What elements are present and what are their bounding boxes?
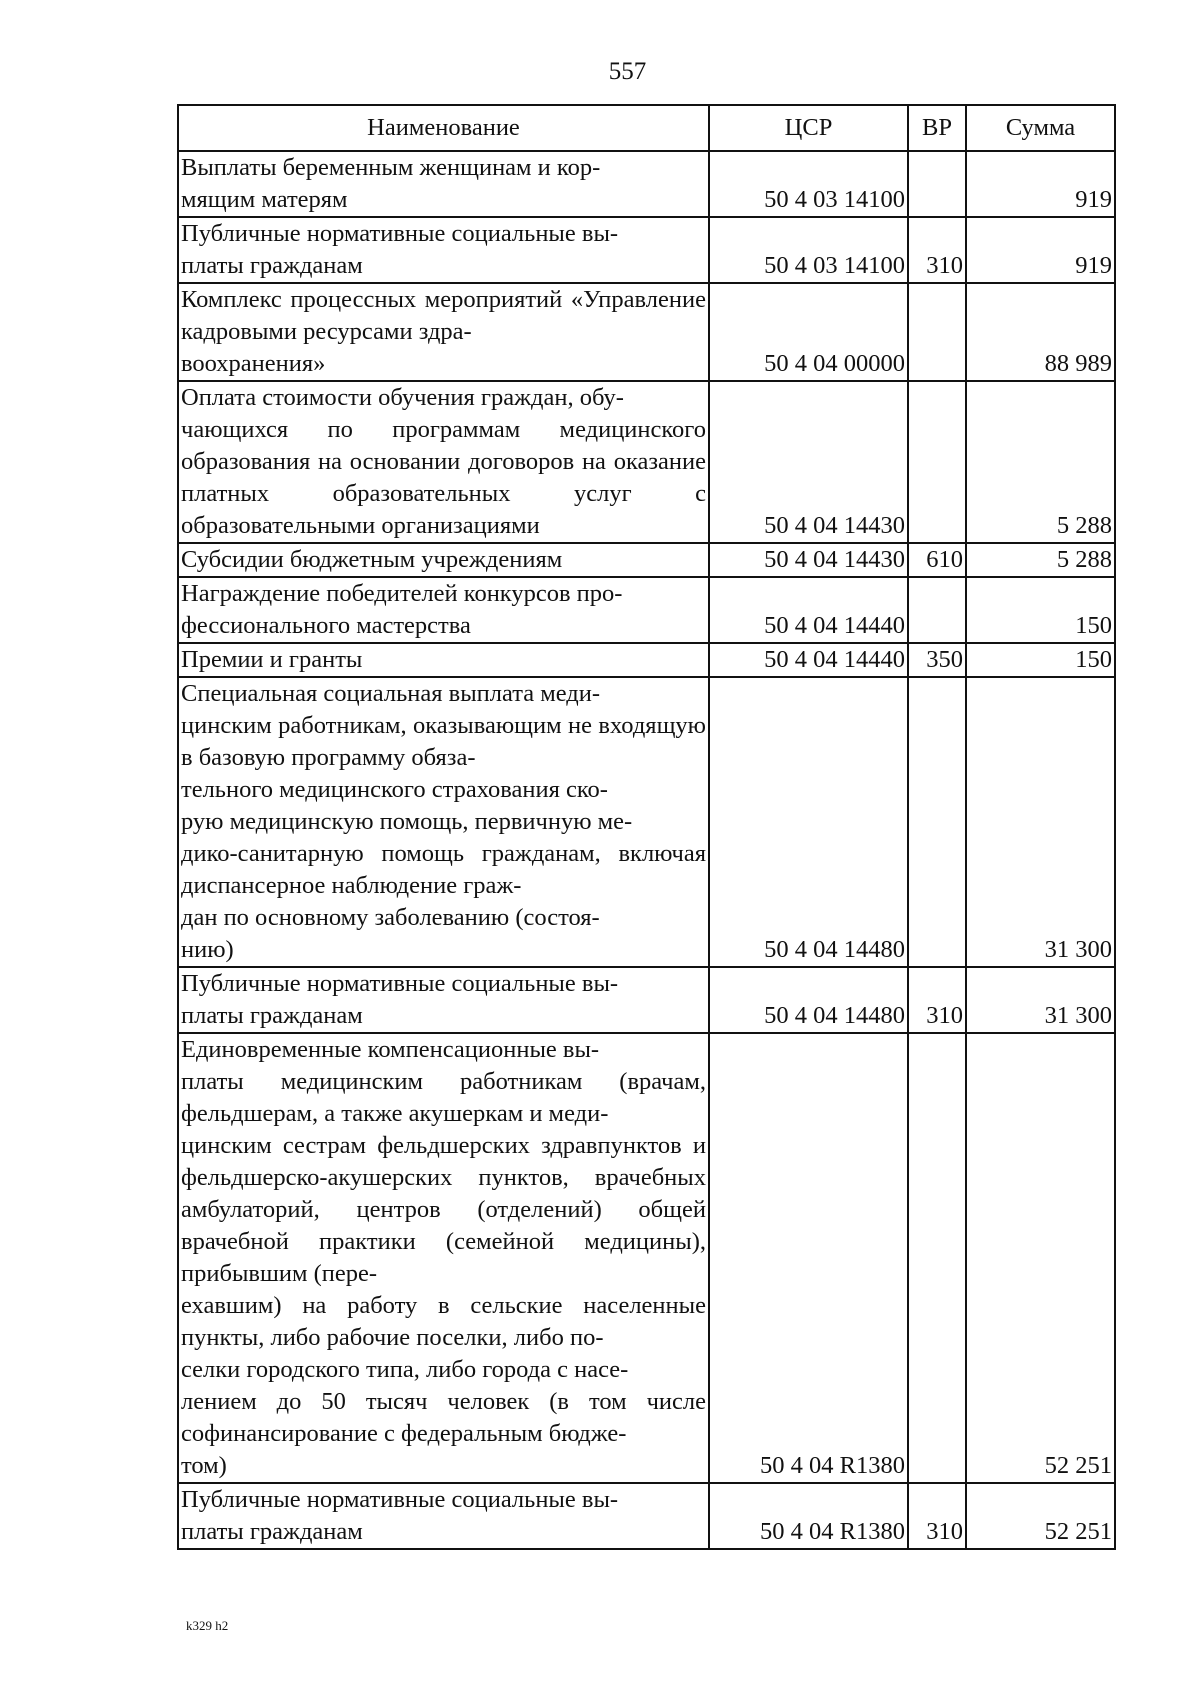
- row-name-cell: Публичные нормативные социальные вы- платы гражданам: [178, 217, 709, 283]
- row-name-cell: Субсидии бюджетным учреждениям: [178, 543, 709, 577]
- row-name-cell: Специальная социальная выплата меди- цинским работникам, оказывающим не входящую в базовую программу обяза- тельного медицинского страхования ско- рую медицинскую помощь, первичную ме- дико-санитарную помощь гражданам, включая диспансерное наблюдение граж- дан по основному заболеванию (состоя- нию): [178, 677, 709, 967]
- row-code-cell: 50 4 03 14100: [709, 151, 908, 217]
- table-row: [178, 677, 1115, 967]
- row-vr-cell: [908, 283, 966, 381]
- row-code-cell: 50 4 04 14430: [709, 381, 908, 543]
- row-name-cell: Оплата стоимости обучения граждан, обу- чающихся по программам медицинского образования на основании договоров на оказание платных образовательных услуг с образовательными организациями: [178, 381, 709, 543]
- row-name-cell: Выплаты беременным женщинам и кор- мящим матерям: [178, 151, 709, 217]
- row-vr-cell: 310: [908, 967, 966, 1033]
- row-name-cell: Публичные нормативные социальные вы- платы гражданам: [178, 967, 709, 1033]
- table-header-row: [178, 105, 1115, 151]
- table-row: [178, 381, 1115, 543]
- table-row: [178, 543, 1115, 577]
- row-vr-cell: [908, 151, 966, 217]
- row-code-cell: 50 4 03 14100: [709, 217, 908, 283]
- row-code-cell: 50 4 04 R1380: [709, 1483, 908, 1549]
- row-sum-cell: 919: [966, 217, 1115, 283]
- header-vr: ВР: [908, 105, 966, 151]
- table-row: [178, 151, 1115, 217]
- row-code-cell: 50 4 04 14440: [709, 577, 908, 643]
- row-sum-cell: 919: [966, 151, 1115, 217]
- header-sum: Сумма: [966, 105, 1115, 151]
- row-sum-cell: 52 251: [966, 1033, 1115, 1483]
- footer-code: k329 h2: [186, 1618, 229, 1633]
- row-sum-cell: 31 300: [966, 967, 1115, 1033]
- row-sum-cell: 31 300: [966, 677, 1115, 967]
- table-row: [178, 283, 1115, 381]
- row-vr-cell: 310: [908, 1483, 966, 1549]
- row-name-cell: Награждение победителей конкурсов про- фессионального мастерства: [178, 577, 709, 643]
- row-vr-cell: [908, 577, 966, 643]
- header-code: ЦСР: [709, 105, 908, 151]
- row-vr-cell: 350: [908, 643, 966, 677]
- row-vr-cell: 310: [908, 217, 966, 283]
- table-row: [178, 1033, 1115, 1483]
- row-vr-cell: 610: [908, 543, 966, 577]
- table-row: [178, 1483, 1115, 1549]
- table-row: [178, 217, 1115, 283]
- row-sum-cell: 150: [966, 577, 1115, 643]
- row-code-cell: 50 4 04 14440: [709, 643, 908, 677]
- table-row: [178, 577, 1115, 643]
- row-name-cell: Публичные нормативные социальные вы- платы гражданам: [178, 1483, 709, 1549]
- row-code-cell: 50 4 04 00000: [709, 283, 908, 381]
- row-sum-cell: 150: [966, 643, 1115, 677]
- row-name-cell: Комплекс процессных мероприятий «Управление кадровыми ресурсами здра- воохранения»: [178, 283, 709, 381]
- table-row: [178, 643, 1115, 677]
- page-number: 557: [608, 58, 647, 85]
- row-vr-cell: [908, 381, 966, 543]
- table-body: [178, 151, 1115, 1549]
- row-vr-cell: [908, 677, 966, 967]
- row-sum-cell: 52 251: [966, 1483, 1115, 1549]
- header-name: Наименование: [178, 105, 709, 151]
- row-code-cell: 50 4 04 14480: [709, 967, 908, 1033]
- row-sum-cell: 5 288: [966, 381, 1115, 543]
- budget-table: [177, 104, 1116, 1550]
- row-code-cell: 50 4 04 14430: [709, 543, 908, 577]
- row-code-cell: 50 4 04 14480: [709, 677, 908, 967]
- row-sum-cell: 5 288: [966, 543, 1115, 577]
- row-name-cell: Премии и гранты: [178, 643, 709, 677]
- row-name-cell: Единовременные компенсационные вы- платы медицинским работникам (врачам, фельдшерам, а также акушеркам и меди- цинским сестрам фельдшерских здравпунктов и фельдшерско-акушерских пунктов, врачебных амбулаторий, центров (отделений) общей врачебной практики (семейной медицины), прибывшим (пере- ехавшим) на работу в сельские населенные пункты, либо рабочие поселки, либо по- селки городского типа, либо города с насе- лением до 50 тысяч человек (в том числе софинансирование с федеральным бюдже- том): [178, 1033, 709, 1483]
- row-vr-cell: [908, 1033, 966, 1483]
- table-row: [178, 967, 1115, 1033]
- row-sum-cell: 88 989: [966, 283, 1115, 381]
- row-code-cell: 50 4 04 R1380: [709, 1033, 908, 1483]
